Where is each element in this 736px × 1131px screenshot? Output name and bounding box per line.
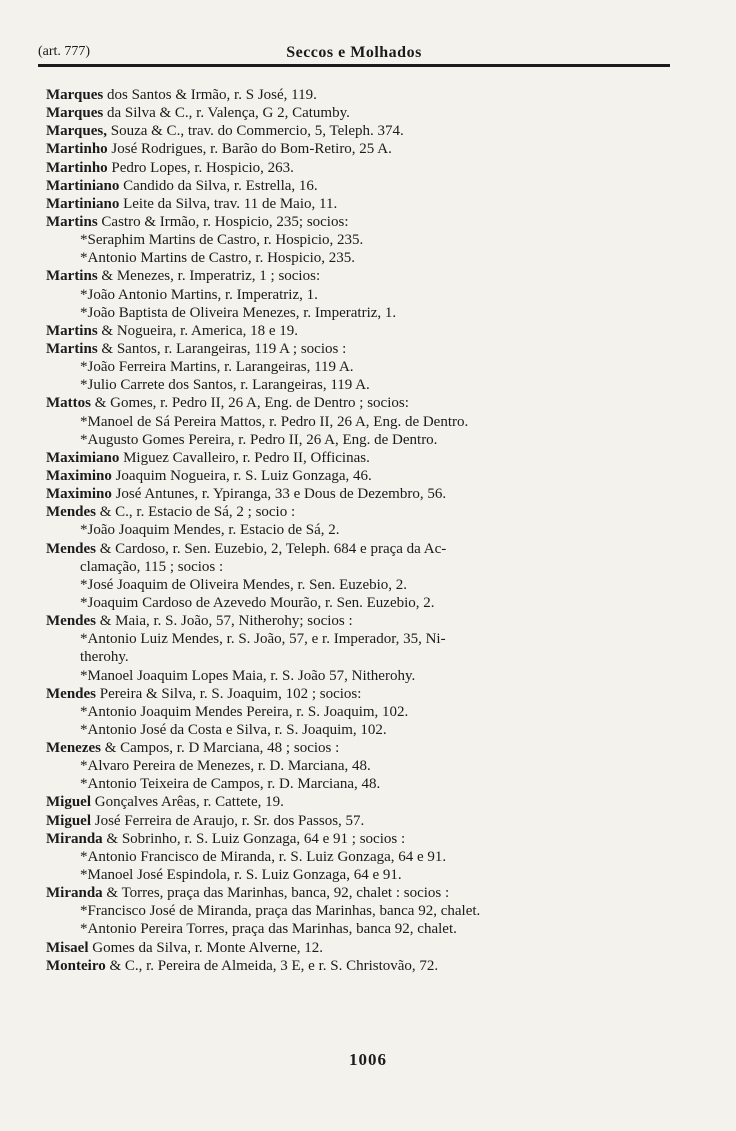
entry-line	[46, 812, 686, 830]
entry-subline	[46, 558, 686, 576]
entry-text: José Antunes, r. Ypiranga, 33 e Dous de Dezembro, 56.	[111, 486, 447, 503]
entry-text: Gomes da Silva, r. Monte Alverne, 12.	[88, 939, 324, 956]
entry-name: Martinho	[46, 159, 108, 176]
entry-subline	[46, 703, 686, 721]
entry-name: Monteiro	[46, 957, 106, 974]
entry-name: Martinho	[46, 141, 108, 158]
entry-name: Mendes	[46, 504, 96, 521]
entry-line	[46, 793, 686, 811]
entry-name: Martins	[46, 213, 98, 230]
entry-name: Miguel	[46, 794, 91, 811]
entry-line	[46, 177, 686, 195]
section-title: Seccos e Molhados	[286, 44, 422, 61]
entry-text: *Antonio Joaquim Mendes Pereira, r. S. Joaquim, 102.	[80, 703, 409, 720]
entry-line	[46, 195, 686, 213]
entry-name: Mattos	[46, 395, 91, 412]
entry-subline	[46, 848, 686, 866]
entry-text: & Sobrinho, r. S. Luiz Gonzaga, 64 e 91 ; socios :	[102, 830, 406, 847]
entry-name: Maximiano	[46, 449, 120, 466]
entry-line	[46, 394, 686, 412]
entry-name: Martins	[46, 268, 98, 285]
entry-subline	[46, 376, 686, 394]
entry-line	[46, 104, 686, 122]
entry-name: Mendes	[46, 613, 96, 630]
entry-line	[46, 267, 686, 285]
entry-subline	[46, 902, 686, 920]
entry-text: *Antonio Teixeira de Campos, r. D. Marciana, 48.	[80, 776, 381, 793]
entry-name: Martins	[46, 340, 98, 357]
entry-text: da Silva & C., r. Valença, G 2, Catumby.	[103, 105, 350, 122]
entry-text: *Manoel de Sá Pereira Mattos, r. Pedro II, 26 A, Eng. de Dentro.	[80, 413, 469, 430]
article-reference: (art. 777)	[38, 44, 91, 59]
entry-text: Leite da Silva, trav. 11 de Maio, 11.	[119, 195, 338, 212]
entry-text: *Antonio José da Costa e Silva, r. S. Joaquim, 102.	[80, 721, 387, 738]
entry-name: Miranda	[46, 830, 103, 847]
entry-line	[46, 140, 686, 158]
entry-name: Misael	[46, 939, 89, 956]
entry-name: Mendes	[46, 540, 96, 557]
entry-text: & Santos, r. Larangeiras, 119 A ; socios :	[97, 340, 347, 357]
entry-name: Mendes	[46, 685, 96, 702]
entry-text: & Torres, praça das Marinhas, banca, 92, chalet : socios :	[102, 885, 450, 902]
entry-line	[46, 122, 686, 140]
entry-text: *Seraphim Martins de Castro, r. Hospicio, 235.	[80, 232, 364, 249]
entry-text: José Ferreira de Araujo, r. Sr. dos Passos, 57.	[91, 812, 365, 829]
entry-line	[46, 830, 686, 848]
entry-line	[46, 884, 686, 902]
entry-subline	[46, 358, 686, 376]
entry-text: *João Antonio Martins, r. Imperatriz, 1.	[80, 286, 318, 303]
entry-line	[46, 939, 686, 957]
entry-text: Castro & Irmão, r. Hospicio, 235; socios:	[97, 213, 349, 230]
entry-subline	[46, 775, 686, 793]
entry-subline	[46, 413, 686, 431]
entry-name: Maximino	[46, 486, 112, 503]
entry-text: & Nogueira, r. America, 18 e 19.	[97, 322, 299, 339]
entry-text: *Julio Carrete dos Santos, r. Larangeiras, 119 A.	[80, 377, 370, 394]
entry-text: & Menezes, r. Imperatriz, 1 ; socios:	[97, 268, 321, 285]
entry-subline	[46, 721, 686, 739]
entry-subline	[46, 594, 686, 612]
entry-text: *João Baptista de Oliveira Menezes, r. Imperatriz, 1.	[80, 304, 397, 321]
entry-line	[46, 739, 686, 757]
entry-text: Candido da Silva, r. Estrella, 16.	[119, 177, 318, 194]
entry-subline	[46, 630, 686, 648]
entry-text: & Campos, r. D Marciana, 48 ; socios :	[100, 740, 340, 757]
entry-line	[46, 485, 686, 503]
entry-line	[46, 159, 686, 177]
entry-text: & Maia, r. S. João, 57, Nitherohy; socios :	[96, 613, 353, 630]
entry-text: *Alvaro Pereira de Menezes, r. D. Marciana, 48.	[80, 758, 371, 775]
entry-text: & Gomes, r. Pedro II, 26 A, Eng. de Dentro ; socios:	[91, 395, 409, 412]
entry-line	[46, 340, 686, 358]
entry-text: Souza & C., trav. do Commercio, 5, Teleph. 374.	[106, 123, 404, 140]
entry-name: Marques,	[46, 123, 107, 140]
page-number: 1006	[349, 1050, 387, 1069]
entry-text: *Antonio Francisco de Miranda, r. S. Luiz Gonzaga, 64 e 91.	[80, 848, 447, 865]
entry-line	[46, 957, 686, 975]
entry-line	[46, 612, 686, 630]
entry-text: therohy.	[80, 649, 129, 666]
entry-subline	[46, 304, 686, 322]
entry-line	[46, 467, 686, 485]
entry-text: clamação, 115 ; socios :	[80, 558, 224, 575]
entry-name: Martiniano	[46, 177, 120, 194]
entry-line	[46, 449, 686, 467]
header-rule	[38, 64, 670, 67]
entry-name: Maximino	[46, 467, 112, 484]
entry-subline	[46, 249, 686, 267]
entry-text: Miguez Cavalleiro, r. Pedro II, Officinas.	[119, 449, 370, 466]
entry-text: *Joaquim Cardoso de Azevedo Mourão, r. Sen. Euzebio, 2.	[80, 594, 435, 611]
entry-line	[46, 685, 686, 703]
entry-name: Miranda	[46, 885, 103, 902]
entry-text: & C., r. Estacio de Sá, 2 ; socio :	[96, 504, 296, 521]
entry-subline	[46, 286, 686, 304]
entry-text: José Rodrigues, r. Barão do Bom-Retiro, 25 A.	[107, 141, 392, 158]
entry-text: & Cardoso, r. Sen. Euzebio, 2, Teleph. 684 e praça da Ac-	[96, 540, 447, 557]
entry-subline	[46, 648, 686, 666]
entry-name: Martiniano	[46, 195, 120, 212]
entry-name: Menezes	[46, 740, 101, 757]
entry-subline	[46, 667, 686, 685]
entry-subline	[46, 431, 686, 449]
entry-text: Gonçalves Arêas, r. Cattete, 19.	[91, 794, 284, 811]
entry-text: *Augusto Gomes Pereira, r. Pedro II, 26 A, Eng. de Dentro.	[80, 431, 438, 448]
entry-line	[46, 86, 686, 104]
entry-text: dos Santos & Irmão, r. S José, 119.	[103, 87, 317, 103]
page-header	[38, 44, 670, 64]
entry-subline	[46, 757, 686, 775]
entry-text: *José Joaquim de Oliveira Mendes, r. Sen. Euzebio, 2.	[80, 576, 408, 593]
entry-subline	[46, 866, 686, 884]
entry-text: *Antonio Luiz Mendes, r. S. João, 57, e r. Imperador, 35, Ni-	[80, 631, 446, 648]
entry-text: & C., r. Pereira de Almeida, 3 E, e r. S. Christovão, 72.	[105, 957, 439, 974]
entry-text: Joaquim Nogueira, r. S. Luiz Gonzaga, 46.	[111, 467, 372, 484]
entry-line	[46, 540, 686, 558]
entry-text: *Manoel José Espindola, r. S. Luiz Gonzaga, 64 e 91.	[80, 867, 402, 884]
entry-subline	[46, 576, 686, 594]
entry-line	[46, 213, 686, 231]
entry-text: Pedro Lopes, r. Hospicio, 263.	[107, 159, 294, 176]
entry-text: *Antonio Martins de Castro, r. Hospicio, 235.	[80, 250, 355, 267]
entry-subline	[46, 231, 686, 249]
entry-subline	[46, 521, 686, 539]
entry-text: *Antonio Pereira Torres, praça das Marinhas, banca 92, chalet.	[80, 921, 457, 938]
entry-list	[46, 86, 686, 975]
entry-text: *Francisco José de Miranda, praça das Marinhas, banca 92, chalet.	[80, 903, 481, 920]
entry-line	[46, 322, 686, 340]
entry-text: Pereira & Silva, r. S. Joaquim, 102 ; socios:	[96, 685, 362, 702]
entry-text: *Manoel Joaquim Lopes Maia, r. S. João 57, Nitherohy.	[80, 667, 416, 684]
entry-name: Miguel	[46, 812, 91, 829]
entry-name: Marques	[46, 105, 104, 122]
entry-line	[46, 503, 686, 521]
entry-text: *João Ferreira Martins, r. Larangeiras, 119 A.	[80, 359, 354, 376]
entry-subline	[46, 920, 686, 938]
entry-name: Martins	[46, 322, 98, 339]
entry-name: Marques	[46, 87, 104, 103]
entry-text: *João Joaquim Mendes, r. Estacio de Sá, 2.	[80, 522, 340, 539]
